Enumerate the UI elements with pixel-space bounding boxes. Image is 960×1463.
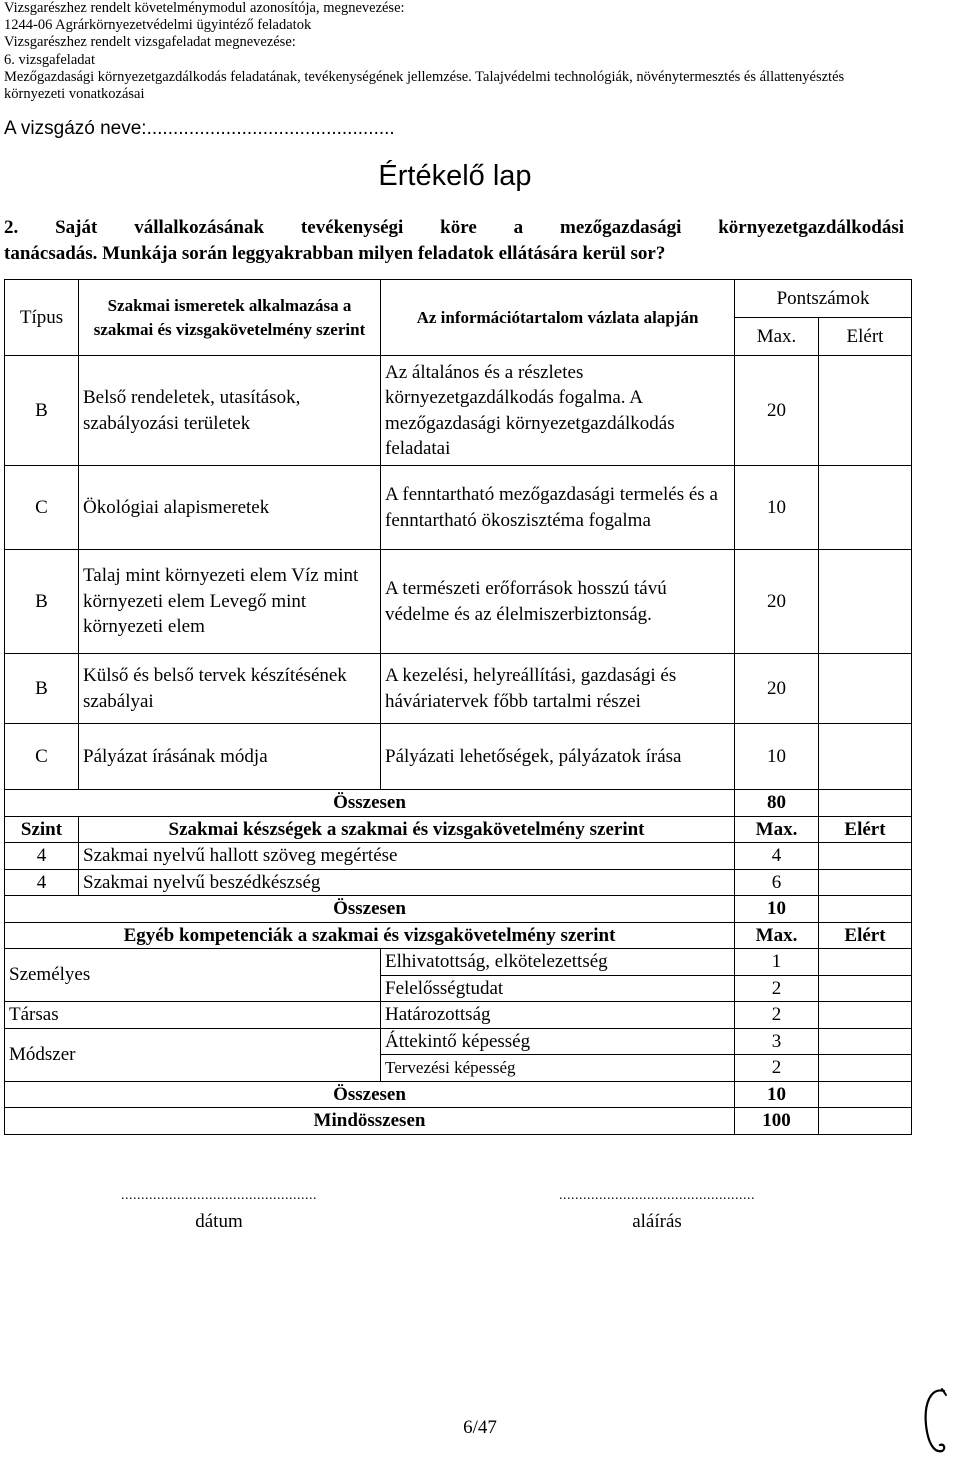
points-header: Pontszámok: [735, 280, 912, 318]
row-max: 10: [735, 466, 819, 550]
document-header: [4, 0, 954, 103]
row-max: 20: [735, 550, 819, 654]
competency-label: Felelősségtudat: [381, 975, 735, 1002]
competency-max: 2: [735, 1055, 819, 1082]
competency-label: Elhivatottság, elkötelezettség: [381, 949, 735, 976]
total-row: [5, 790, 912, 817]
competency-label: Áttekintő képesség: [381, 1028, 735, 1055]
grand-total-achieved[interactable]: [819, 1108, 912, 1135]
skill-row: [5, 869, 912, 896]
skill-achieved[interactable]: [819, 869, 912, 896]
total-max: 10: [735, 1081, 819, 1108]
row-info: Pályázati lehetőségek, pályázatok írása: [381, 724, 735, 790]
header-line: Mezőgazdasági környezetgazdálkodás feladatának, tevékenységének jellemzése. Talajvédelmi technológiák, növénytermesztés és állattenyésztés: [4, 68, 845, 85]
table-row: [5, 356, 912, 466]
header-line: Vizsgarészhez rendelt követelménymodul azonosítója, megnevezése:: [4, 0, 405, 16]
row-max: 10: [735, 724, 819, 790]
header-line: 1244-06 Agrárkörnyezetvédelmi ügyintéző feladatok: [4, 17, 312, 34]
competency-achieved[interactable]: [819, 975, 912, 1002]
total-max: 80: [735, 790, 819, 817]
skill-level: 4: [5, 843, 79, 870]
row-achieved[interactable]: [819, 356, 912, 466]
row-type: B: [5, 550, 79, 654]
total-row: [5, 1081, 912, 1108]
total-achieved[interactable]: [819, 790, 912, 817]
competency-row: [5, 1002, 912, 1029]
competency-row: [5, 1028, 912, 1055]
skill-max: 4: [735, 843, 819, 870]
evaluation-table: [4, 279, 912, 1135]
header-line: környezeti vonatkozásai: [4, 86, 145, 103]
skill-label: Szakmai nyelvű hallott szöveg megértése: [79, 843, 735, 870]
max-header: Max.: [735, 922, 819, 949]
row-info: Az általános és a részletes környezetgazdálkodás fogalma. A mezőgazdasági környezetgazdálkodás feladatai: [381, 356, 735, 466]
total-max: 10: [735, 896, 819, 923]
row-info: A kezelési, helyreállítási, gazdasági és háváriatervek főbb tartalmi részei: [381, 654, 735, 724]
skill-row: [5, 843, 912, 870]
max-header: Max.: [735, 318, 819, 356]
total-label: Összesen: [5, 790, 735, 817]
achieved-header: Elért: [819, 318, 912, 356]
total-achieved[interactable]: [819, 1081, 912, 1108]
handwritten-signature-mark: [920, 1385, 950, 1457]
signature-field[interactable]: [526, 1183, 788, 1235]
type-header: Típus: [5, 280, 79, 356]
row-max: 20: [735, 356, 819, 466]
grand-total-label: Mindösszesen: [5, 1108, 735, 1135]
table-row: [5, 654, 912, 724]
competency-label: Tervezési képesség: [381, 1055, 735, 1082]
row-type: C: [5, 466, 79, 550]
competency-achieved[interactable]: [819, 1028, 912, 1055]
row-achieved[interactable]: [819, 654, 912, 724]
row-info: A természeti erőforrások hosszú távú védelme és az élelmiszerbiztonság.: [381, 550, 735, 654]
competency-header-row: [5, 922, 912, 949]
skills-header: Szakmai készségek a szakmai és vizsgakövetelmény szerint: [79, 816, 735, 843]
competency-achieved[interactable]: [819, 1055, 912, 1082]
examinee-name-field: A vizsgázó neve:...............................................: [4, 118, 395, 139]
grand-total-max: 100: [735, 1108, 819, 1135]
total-label: Összesen: [5, 1081, 735, 1108]
info-header: Az információtartalom vázlata alapján: [381, 280, 735, 356]
total-label: Összesen: [5, 896, 735, 923]
row-achieved[interactable]: [819, 466, 912, 550]
achieved-header: Elért: [819, 816, 912, 843]
page-title-text: Értékelő lap: [378, 160, 532, 192]
knowledge-header: Szakmai ismeretek alkalmazása a szakmai és vizsgakövetelmény szerint: [79, 280, 381, 356]
row-type: B: [5, 654, 79, 724]
competency-row: [5, 949, 912, 976]
row-knowledge: Pályázat írásának módja: [79, 724, 381, 790]
page-number: 6/47: [463, 1417, 497, 1438]
max-header: Max.: [735, 816, 819, 843]
competency-max: 3: [735, 1028, 819, 1055]
competency-max: 1: [735, 949, 819, 976]
row-knowledge: Talaj mint környezeti elem Víz mint környezeti elem Levegő mint környezeti elem: [79, 550, 381, 654]
signature-label: aláírás: [632, 1211, 682, 1232]
skill-max: 6: [735, 869, 819, 896]
competency-label: Határozottság: [381, 1002, 735, 1029]
competency-category: Társas: [5, 1002, 381, 1029]
skill-label: Szakmai nyelvű beszédkészség: [79, 869, 735, 896]
row-knowledge: Külső és belső tervek készítésének szabályai: [79, 654, 381, 724]
header-line: Vizsgarészhez rendelt vizsgafeladat megnevezése:: [4, 34, 296, 51]
table-row: [5, 724, 912, 790]
row-type: B: [5, 356, 79, 466]
date-label: dátum: [195, 1211, 243, 1232]
row-achieved[interactable]: [819, 550, 912, 654]
competency-achieved[interactable]: [819, 1002, 912, 1029]
competency-header: Egyéb kompetenciák a szakmai és vizsgakövetelmény szerint: [5, 922, 735, 949]
table-row: [5, 466, 912, 550]
row-knowledge: Ökológiai alapismeretek: [79, 466, 381, 550]
table-header-row: [5, 280, 912, 318]
level-header: Szint: [5, 816, 79, 843]
row-max: 20: [735, 654, 819, 724]
total-row: [5, 896, 912, 923]
competency-max: 2: [735, 1002, 819, 1029]
competency-max: 2: [735, 975, 819, 1002]
table-row: [5, 550, 912, 654]
skill-achieved[interactable]: [819, 843, 912, 870]
task-line: tanácsadás. Munkája során leggyakrabban milyen feladatok ellátására kerül sor?: [4, 243, 666, 264]
skills-header-row: [5, 816, 912, 843]
row-info: A fenntartható mezőgazdasági termelés és a fenntartható ökoszisztéma fogalma: [381, 466, 735, 550]
signature-dots: .................................................: [559, 1188, 755, 1203]
row-achieved[interactable]: [819, 724, 912, 790]
skill-level: 4: [5, 869, 79, 896]
row-type: C: [5, 724, 79, 790]
page-title: [0, 160, 960, 193]
date-field[interactable]: [88, 1183, 350, 1235]
header-line: 6. vizsgafeladat: [4, 51, 95, 68]
competency-category: Személyes: [5, 949, 381, 1002]
achieved-header: Elért: [819, 922, 912, 949]
row-knowledge: Belső rendeletek, utasítások, szabályozási területek: [79, 356, 381, 466]
grand-total-row: [5, 1108, 912, 1135]
total-achieved[interactable]: [819, 896, 912, 923]
competency-achieved[interactable]: [819, 949, 912, 976]
task-line: 2. Saját vállalkozásának tevékenységi köre a mezőgazdasági környezetgazdálkodási: [4, 217, 904, 238]
date-dots: .................................................: [121, 1188, 317, 1203]
competency-category: Módszer: [5, 1028, 381, 1081]
task-description: [4, 215, 904, 267]
